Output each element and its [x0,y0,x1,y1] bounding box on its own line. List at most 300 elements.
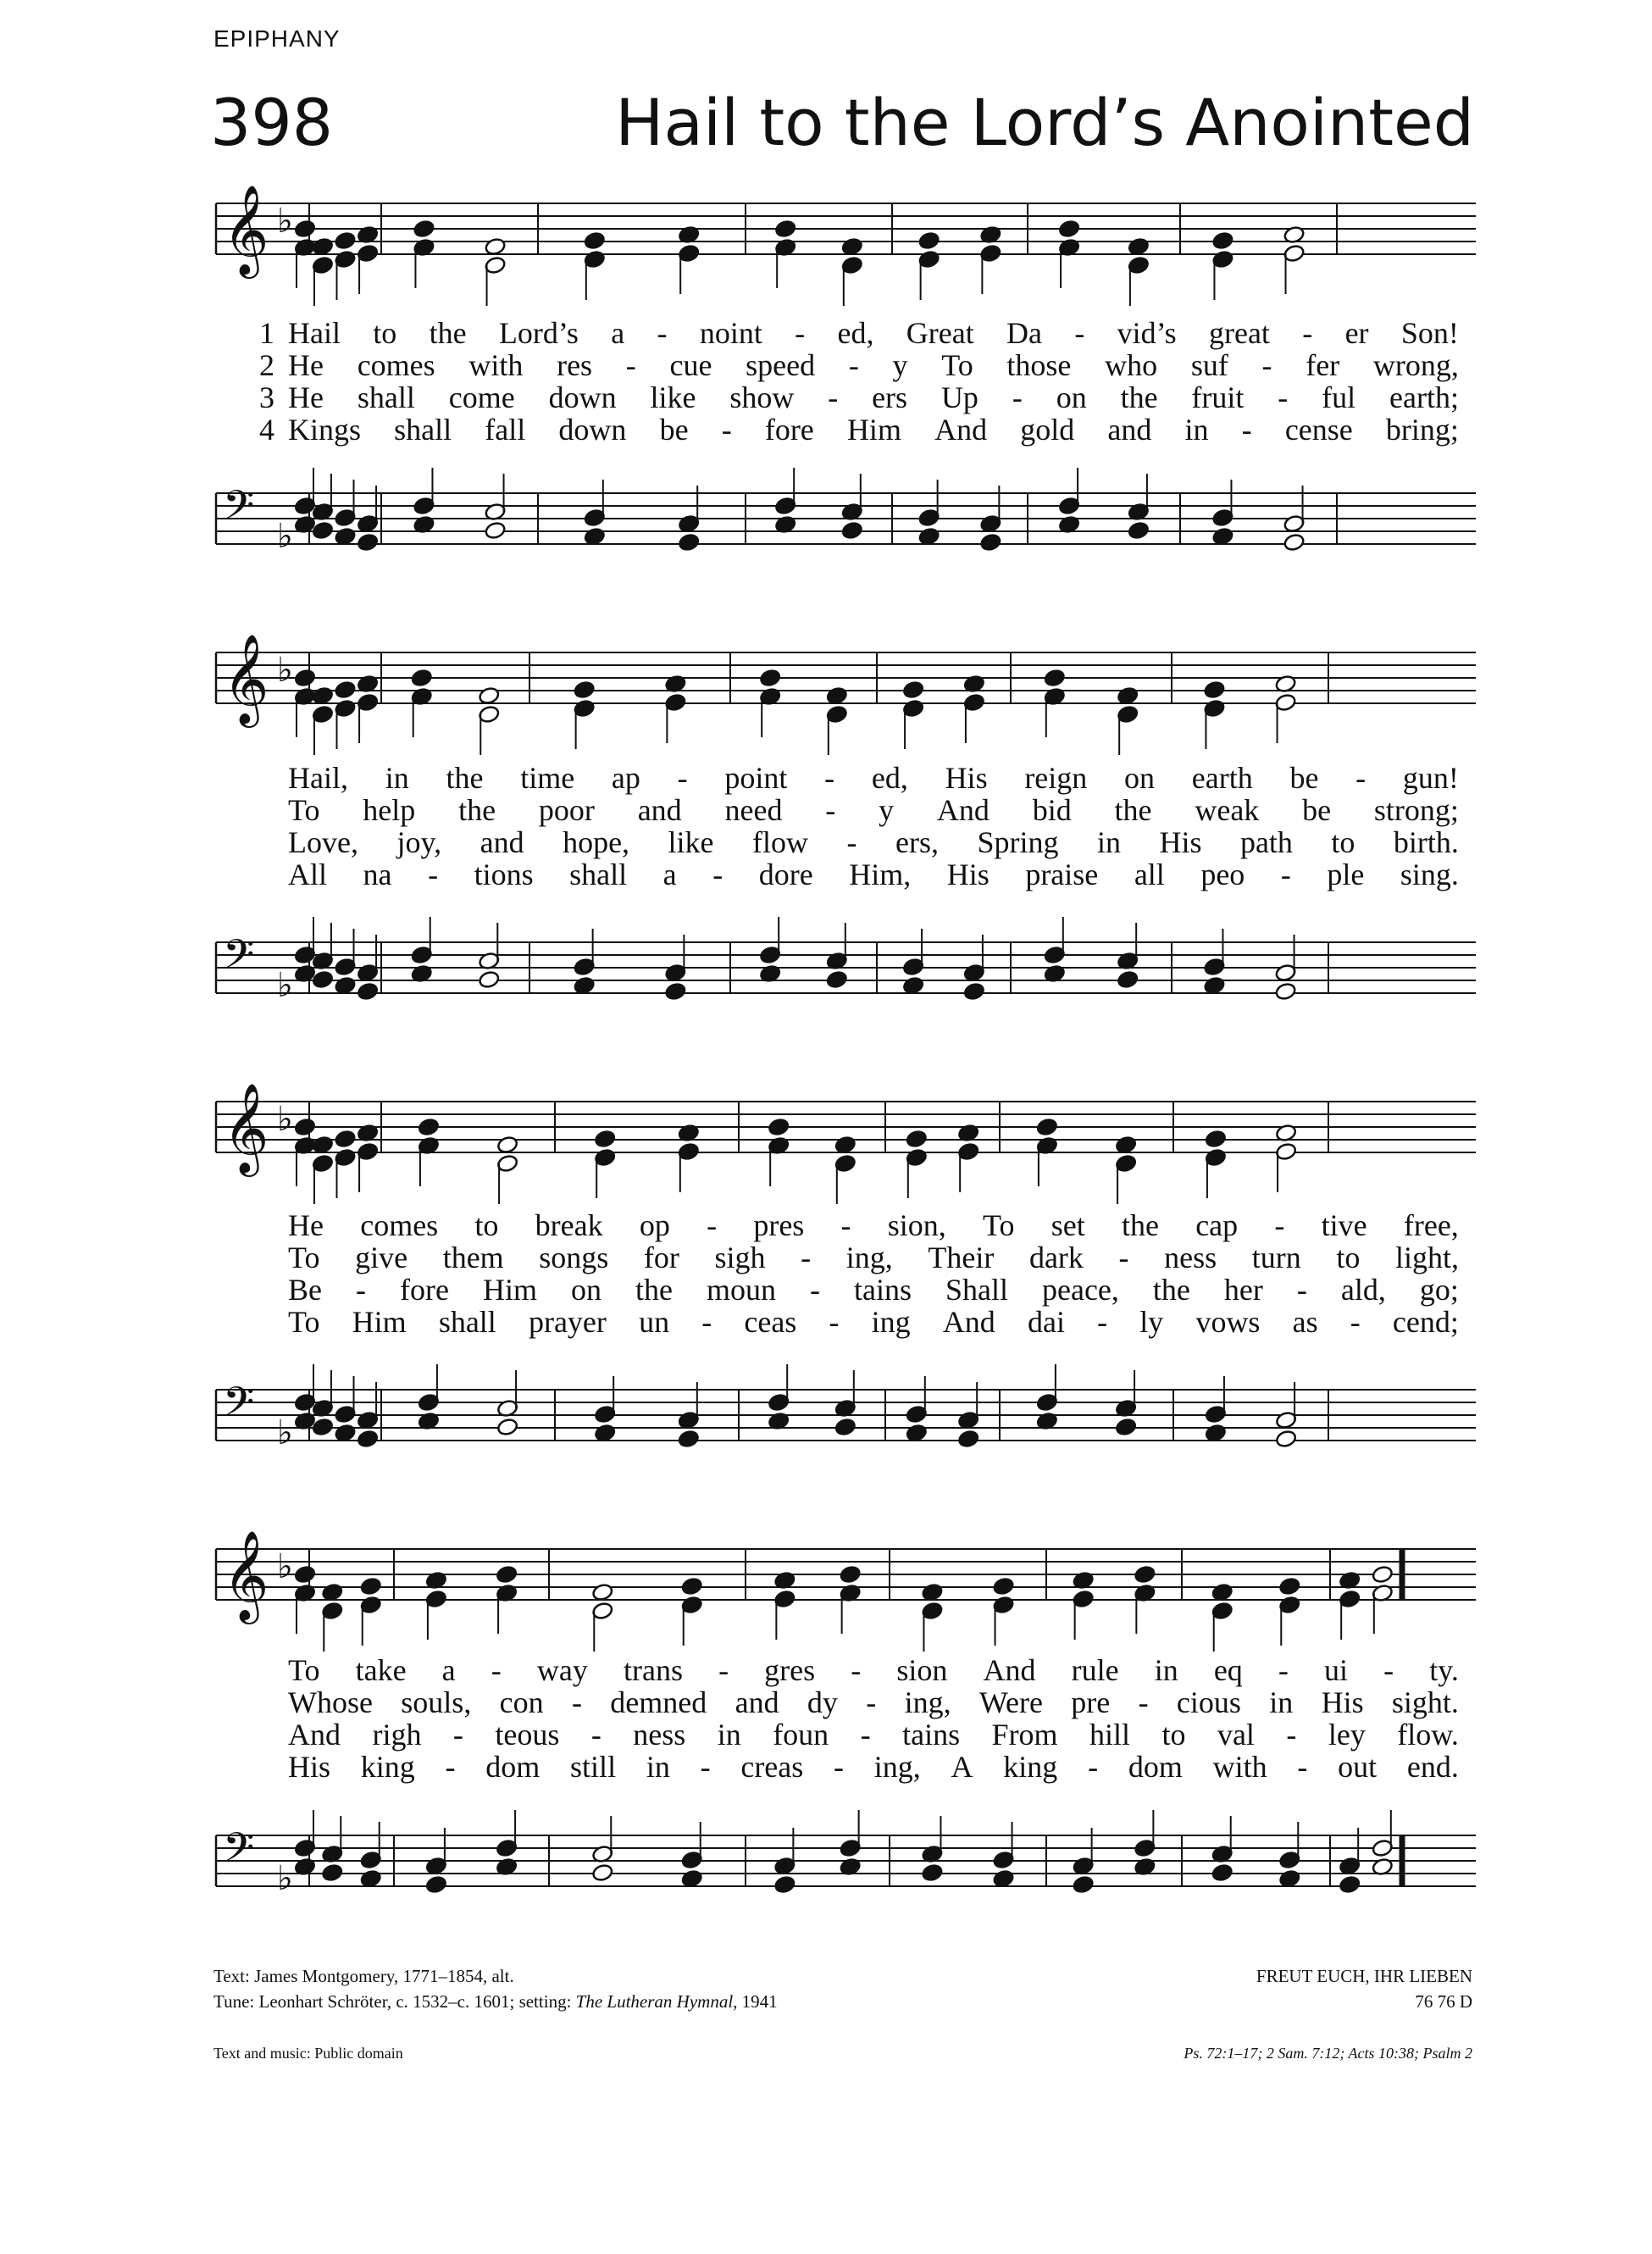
note-head [681,1869,703,1889]
lyric-syllable: y [879,793,895,827]
lyric-syllable: king [360,1750,415,1784]
note-head [992,1869,1014,1889]
lyric-syllable: And [288,1718,341,1752]
note-head [591,1863,613,1883]
lyric-syllable: the [429,316,467,350]
hymn-title: Hail to the Lord’s Anointed [615,85,1474,160]
lyric-line [288,315,1459,351]
lyric-syllable: take [355,1653,407,1687]
lyric-syllable: Great [906,316,974,350]
lyric-syllable: show [729,380,795,414]
lyric-syllable: He [288,380,324,414]
lyric-syllable: poor [538,793,595,827]
note-head [678,1430,700,1449]
lyric-syllable: ley [1328,1718,1366,1752]
note-head [834,1135,856,1155]
note-head [1211,231,1233,251]
lyric-syllable: be [1289,761,1319,795]
section-heading: EPIPHANY [213,25,341,52]
lyric-syllable: ing, [873,1750,921,1784]
lyric-syllable: Him [352,1305,407,1339]
lyric-syllable: tains [902,1718,961,1752]
lyric-syllable: wrong, [1372,348,1459,382]
lyric-syllable: op [639,1208,670,1242]
bass-clef: 𝄢 [223,930,255,988]
note-head [584,231,606,251]
lyric-syllable: ful [1322,380,1356,414]
treble-clef: 𝄞 [223,633,269,724]
lyric-line [288,1240,1459,1275]
note-head [1134,1565,1156,1585]
lyric-syllable: break [535,1208,603,1242]
lyric-syllable: ed, [871,761,908,795]
lyric-syllable: vid’s [1117,316,1177,350]
lyric-syllable: He [288,348,324,382]
note-head [902,680,924,700]
lyric-syllable: cend; [1392,1305,1459,1339]
note-head [321,1863,343,1883]
note-head [774,219,796,239]
lyric-syllable: Be [288,1273,322,1307]
note-head [957,1430,979,1449]
lyric-syllable: down [548,380,617,414]
lyric-syllable: sion [896,1653,948,1687]
lyric-syllable: to [1331,825,1355,859]
lyric-syllable: To [941,348,973,382]
note-head [594,1130,616,1149]
lyric-syllable: - [846,825,857,859]
lyric-syllable: To [288,1305,320,1339]
tune-credit-source: The Lutheran Hymnal [575,1991,734,2012]
lyric-syllable: fall [485,413,526,447]
lyric-line [288,412,1459,447]
lyric-syllable: er [1344,316,1369,350]
lyric-syllable: - [712,858,723,891]
lyric-syllable: ceas [744,1305,797,1339]
note-head [840,1565,862,1585]
lyric-syllable: - [1350,1305,1361,1339]
note-head [664,982,686,1002]
note-head [963,982,985,1002]
lyric-syllable: in [646,1750,670,1784]
note-head [841,521,863,541]
lyric-syllable: His [1159,825,1202,859]
lyric-syllable: And [942,1305,995,1339]
copyright-note: Text and music: Public domain [213,2045,403,2062]
lyric-syllable: shall [438,1305,496,1339]
lyric-syllable: fore [400,1273,449,1307]
lyric-syllable: peo [1200,858,1245,891]
lyric-syllable: on [1124,761,1156,795]
lyric-line [288,1717,1459,1752]
lyric-syllable: go; [1419,1273,1459,1307]
lyric-syllable: and [735,1685,779,1719]
lyric-syllable: - [1355,761,1367,795]
note-head [768,1118,790,1137]
lyric-syllable: - [1296,1273,1307,1307]
lyric-syllable: ing, [904,1685,951,1719]
note-head [681,1577,703,1596]
lyric-syllable: - [1280,858,1291,891]
note-head [591,1583,613,1602]
lyric-syllable: trans [623,1653,683,1687]
lyric-syllable: - [801,1241,812,1274]
lyric-syllable: - [828,380,839,414]
lyric-line [288,1304,1459,1340]
lyric-syllable: a [611,316,625,350]
lyric-syllable: birth. [1393,825,1459,859]
lyric-line [288,380,1459,415]
note-head [321,1583,343,1602]
lyric-syllable: and [480,825,524,859]
lyric-syllable: He [288,1208,324,1242]
note-head [360,1577,382,1596]
lyric-line [288,1749,1459,1785]
lyric-syllable: praise [1025,858,1099,891]
lyric-syllable: free, [1403,1208,1459,1242]
lyric-syllable: Kings [288,413,362,447]
lyric-syllable: moun [706,1273,776,1307]
note-head [574,680,596,700]
note-head [425,1875,447,1895]
note-head [1205,1130,1227,1149]
lyric-syllable: songs [539,1241,609,1274]
note-head [334,231,356,251]
lyric-syllable: - [1012,380,1023,414]
lyric-syllable: - [1274,1208,1285,1242]
lyric-syllable: to [1161,1718,1186,1752]
lyric-line [288,792,1459,828]
note-head [773,1875,796,1895]
note-head [1203,976,1225,996]
lyric-syllable: - [445,1750,456,1784]
lyric-syllable: ers [872,380,908,414]
lyric-syllable: Him, [849,858,912,891]
note-head [1073,1875,1095,1895]
lyric-syllable: sight. [1391,1685,1459,1719]
lyric-syllable: ness [633,1718,686,1752]
note-head [1205,1424,1227,1443]
lyric-syllable: dai [1027,1305,1065,1339]
lyric-syllable: His [945,761,988,795]
treble-clef: 𝄞 [223,1082,269,1173]
note-head [312,686,334,706]
note-head [294,1565,316,1585]
note-head [1203,680,1225,700]
lyric-syllable: the [635,1273,673,1307]
lyric-syllable: the [1152,1273,1190,1307]
note-head [1278,1577,1300,1596]
lyric-syllable: help [363,793,416,827]
lyric-syllable: To [288,793,320,827]
lyric-syllable: comes [357,348,435,382]
note-head [484,237,506,257]
note-head [759,669,781,688]
lyric-syllable: - [829,1305,840,1339]
lyric-syllable: shall [569,858,628,891]
lyric-syllable: To [288,1653,320,1687]
note-head [594,1424,616,1443]
lyric-syllable: to [474,1208,499,1242]
treble-clef: 𝄞 [223,1530,269,1620]
note-head [1117,970,1139,990]
lyric-syllable: fore [764,413,814,447]
lyric-syllable: - [1241,413,1252,447]
key-signature-flat: ♭ [277,1413,293,1452]
lyric-syllable: Up [940,380,978,414]
lyric-syllable: in [1154,1653,1178,1687]
lyric-syllable: - [1118,1241,1129,1274]
lyric-syllable: the [1114,793,1152,827]
lyric-syllable: Him [482,1273,537,1307]
verse-number: 1 [259,316,274,350]
lyric-syllable: Hail [288,316,341,350]
lyric-syllable: and [1107,413,1152,447]
lyric-syllable: hope, [563,825,630,859]
lyric-syllable: - [840,1208,851,1242]
lyric-syllable: From [991,1718,1058,1752]
note-head [678,533,700,552]
lyric-syllable: - [590,1718,601,1752]
lyric-syllable: - [848,348,859,382]
lyric-syllable: the [446,761,484,795]
lyric-syllable: come [448,380,515,414]
lyric-syllable: ness [1164,1241,1217,1274]
note-head [418,1118,440,1137]
lyric-syllable: earth; [1389,380,1459,414]
lyric-syllable: ty. [1429,1653,1459,1687]
lyric-syllable: the [1121,1208,1159,1242]
verse-number: 3 [259,380,274,414]
lyric-syllable: way [536,1653,588,1687]
lyric-syllable: - [707,1208,718,1242]
bass-clef: 𝄢 [223,481,255,539]
lyric-syllable: con [499,1685,544,1719]
lyric-syllable: bid [1032,793,1072,827]
lyric-syllable: peace, [1042,1273,1119,1307]
lyric-syllable: in [1269,1685,1294,1719]
note-head [357,1430,379,1449]
note-head [496,1135,518,1155]
lyric-syllable: end. [1406,1750,1459,1784]
lyric-syllable: weak [1195,793,1260,827]
note-head [334,976,356,996]
note-head [1283,533,1305,552]
lyric-syllable: Da [1006,316,1043,350]
lyric-syllable: light, [1394,1241,1459,1274]
lyric-line [288,1208,1459,1243]
lyric-syllable: A [951,1750,973,1784]
lyric-syllable: all [1134,858,1165,891]
lyric-syllable: in [1096,825,1121,859]
lyric-syllable: His [288,1750,331,1784]
lyric-syllable: path [1239,825,1293,859]
lyric-syllable: - [851,1653,862,1687]
lyric-syllable: ple [1327,858,1365,891]
note-head [979,533,1001,552]
tune-credit-prefix: Tune: Leonhart Schröter, c. 1532–c. 1601; setting: [213,1991,576,2012]
lyric-syllable: - [1278,380,1289,414]
lyric-syllable: for [643,1241,679,1274]
key-signature-flat: ♭ [277,202,293,241]
lyric-syllable: - [428,858,439,891]
lyric-syllable: speed [746,348,816,382]
lyric-syllable: - [1261,348,1272,382]
lyric-syllable: like [668,825,714,859]
note-head [334,1424,356,1443]
note-head [1036,1118,1058,1137]
lyric-syllable: dy [807,1685,838,1719]
lyric-syllable: gres [764,1653,816,1687]
lyric-syllable: teous [495,1718,560,1752]
lyric-syllable: - [721,413,732,447]
lyric-syllable: out [1338,1750,1378,1784]
lyric-syllable: Shall [945,1273,1008,1307]
lyric-syllable: fruit [1191,380,1245,414]
lyric-syllable: them [442,1241,504,1274]
note-head [1275,1430,1297,1449]
lyric-syllable: be [1302,793,1332,827]
lyric-syllable: and [637,793,682,827]
lyric-syllable: val [1217,1718,1255,1752]
note-head [921,1583,943,1602]
tune-credit-suffix: , 1941 [733,1991,778,2012]
lyric-syllable: hill [1089,1718,1131,1752]
lyric-syllable: Him [846,413,901,447]
lyric-syllable: rule [1071,1653,1119,1687]
note-head [1211,1583,1233,1602]
lyric-line [288,1272,1459,1307]
verse-number: 2 [259,348,274,382]
lyric-syllable: - [657,316,668,350]
key-signature-flat: ♭ [277,517,293,556]
lyric-syllable: shall [394,413,452,447]
verse-number: 4 [259,413,274,447]
note-head [1128,237,1150,257]
lyric-syllable: - [700,1750,711,1784]
lyric-syllable: give [355,1241,408,1274]
note-head [1339,1875,1361,1895]
lyric-syllable: Their [928,1241,995,1274]
lyric-syllable: And [934,413,988,447]
lyric-syllable: ui [1324,1653,1349,1687]
lyric-syllable: comes [360,1208,439,1242]
lyric-syllable: sion, [887,1208,946,1242]
note-head [906,1424,928,1443]
note-head [1115,1135,1137,1155]
lyric-syllable: prayer [528,1305,607,1339]
note-head [921,1863,943,1883]
lyric-syllable: - [701,1305,712,1339]
lyric-syllable: - [824,761,835,795]
note-head [334,1130,356,1149]
lyric-syllable: dark [1028,1241,1084,1274]
lyric-syllable: Love, [288,825,358,859]
lyric-syllable: His [946,858,990,891]
note-head [312,1135,334,1155]
lyric-syllable: - [834,1750,845,1784]
lyric-syllable: - [1138,1685,1149,1719]
lyric-syllable: vows [1195,1305,1261,1339]
lyric-syllable: - [1297,1750,1308,1784]
note-head [1044,669,1066,688]
lyric-syllable: - [860,1718,871,1752]
lyric-syllable: noint [699,316,762,350]
lyric-syllable: righ [372,1718,422,1752]
lyric-syllable: shall [357,380,415,414]
lyric-syllable: To [983,1208,1015,1242]
lyric-syllable: in [1184,413,1209,447]
lyric-syllable: strong; [1373,793,1459,827]
note-head [334,527,356,547]
lyric-line [288,824,1459,860]
lyric-syllable: un [639,1305,670,1339]
lyric-syllable: - [1286,1718,1297,1752]
note-head [584,527,606,547]
lyric-line [288,1685,1459,1720]
lyric-syllable: tive [1321,1208,1367,1242]
lyric-syllable: ing [871,1305,911,1339]
lyric-syllable: those [1006,348,1072,382]
lyric-syllable: set [1051,1208,1085,1242]
lyric-syllable: cue [669,348,712,382]
lyric-syllable: ers, [895,825,939,859]
lyric-syllable: cious [1176,1685,1241,1719]
lyric-syllable: - [795,316,806,350]
lyric-syllable: eq [1213,1653,1243,1687]
tune-name: FREUT EUCH, IHR LIEBEN [1256,1966,1472,1986]
lyric-syllable: cense [1284,413,1353,447]
lyric-syllable: bring; [1385,413,1459,447]
note-head [411,669,433,688]
lyric-syllable: demned [610,1685,707,1719]
lyric-syllable: And [936,793,990,827]
lyric-syllable: - [677,761,688,795]
lyric-syllable: earth [1191,761,1253,795]
lyric-syllable: sigh [714,1241,766,1274]
lyric-syllable: time [520,761,575,795]
lyric-syllable: - [718,1653,729,1687]
note-head [294,219,316,239]
lyric-syllable: ald, [1340,1273,1386,1307]
lyric-syllable: her [1223,1273,1263,1307]
lyric-syllable: with [1212,1750,1267,1784]
lyric-syllable: Lord’s [498,316,579,350]
lyric-syllable: To [288,1241,320,1274]
lyric-syllable: still [570,1750,617,1784]
lyric-syllable: res [557,348,593,382]
lyric-syllable: pre [1071,1685,1111,1719]
key-signature-flat: ♭ [277,1547,293,1586]
note-head [484,521,506,541]
lyric-line [288,347,1459,383]
note-head [1211,527,1233,547]
note-head [826,970,848,990]
bass-clef: 𝄢 [223,1824,255,1881]
note-head [841,237,863,257]
lyric-syllable: on [1056,380,1087,414]
lyric-syllable: on [570,1273,601,1307]
note-head [413,219,435,239]
note-head [574,976,596,996]
note-head [1211,1863,1233,1883]
note-head [312,237,334,257]
lyric-syllable: a [662,858,677,891]
note-head [478,970,500,990]
note-head [992,1577,1014,1596]
lyric-syllable: - [1074,316,1085,350]
lyric-syllable: - [356,1273,366,1307]
